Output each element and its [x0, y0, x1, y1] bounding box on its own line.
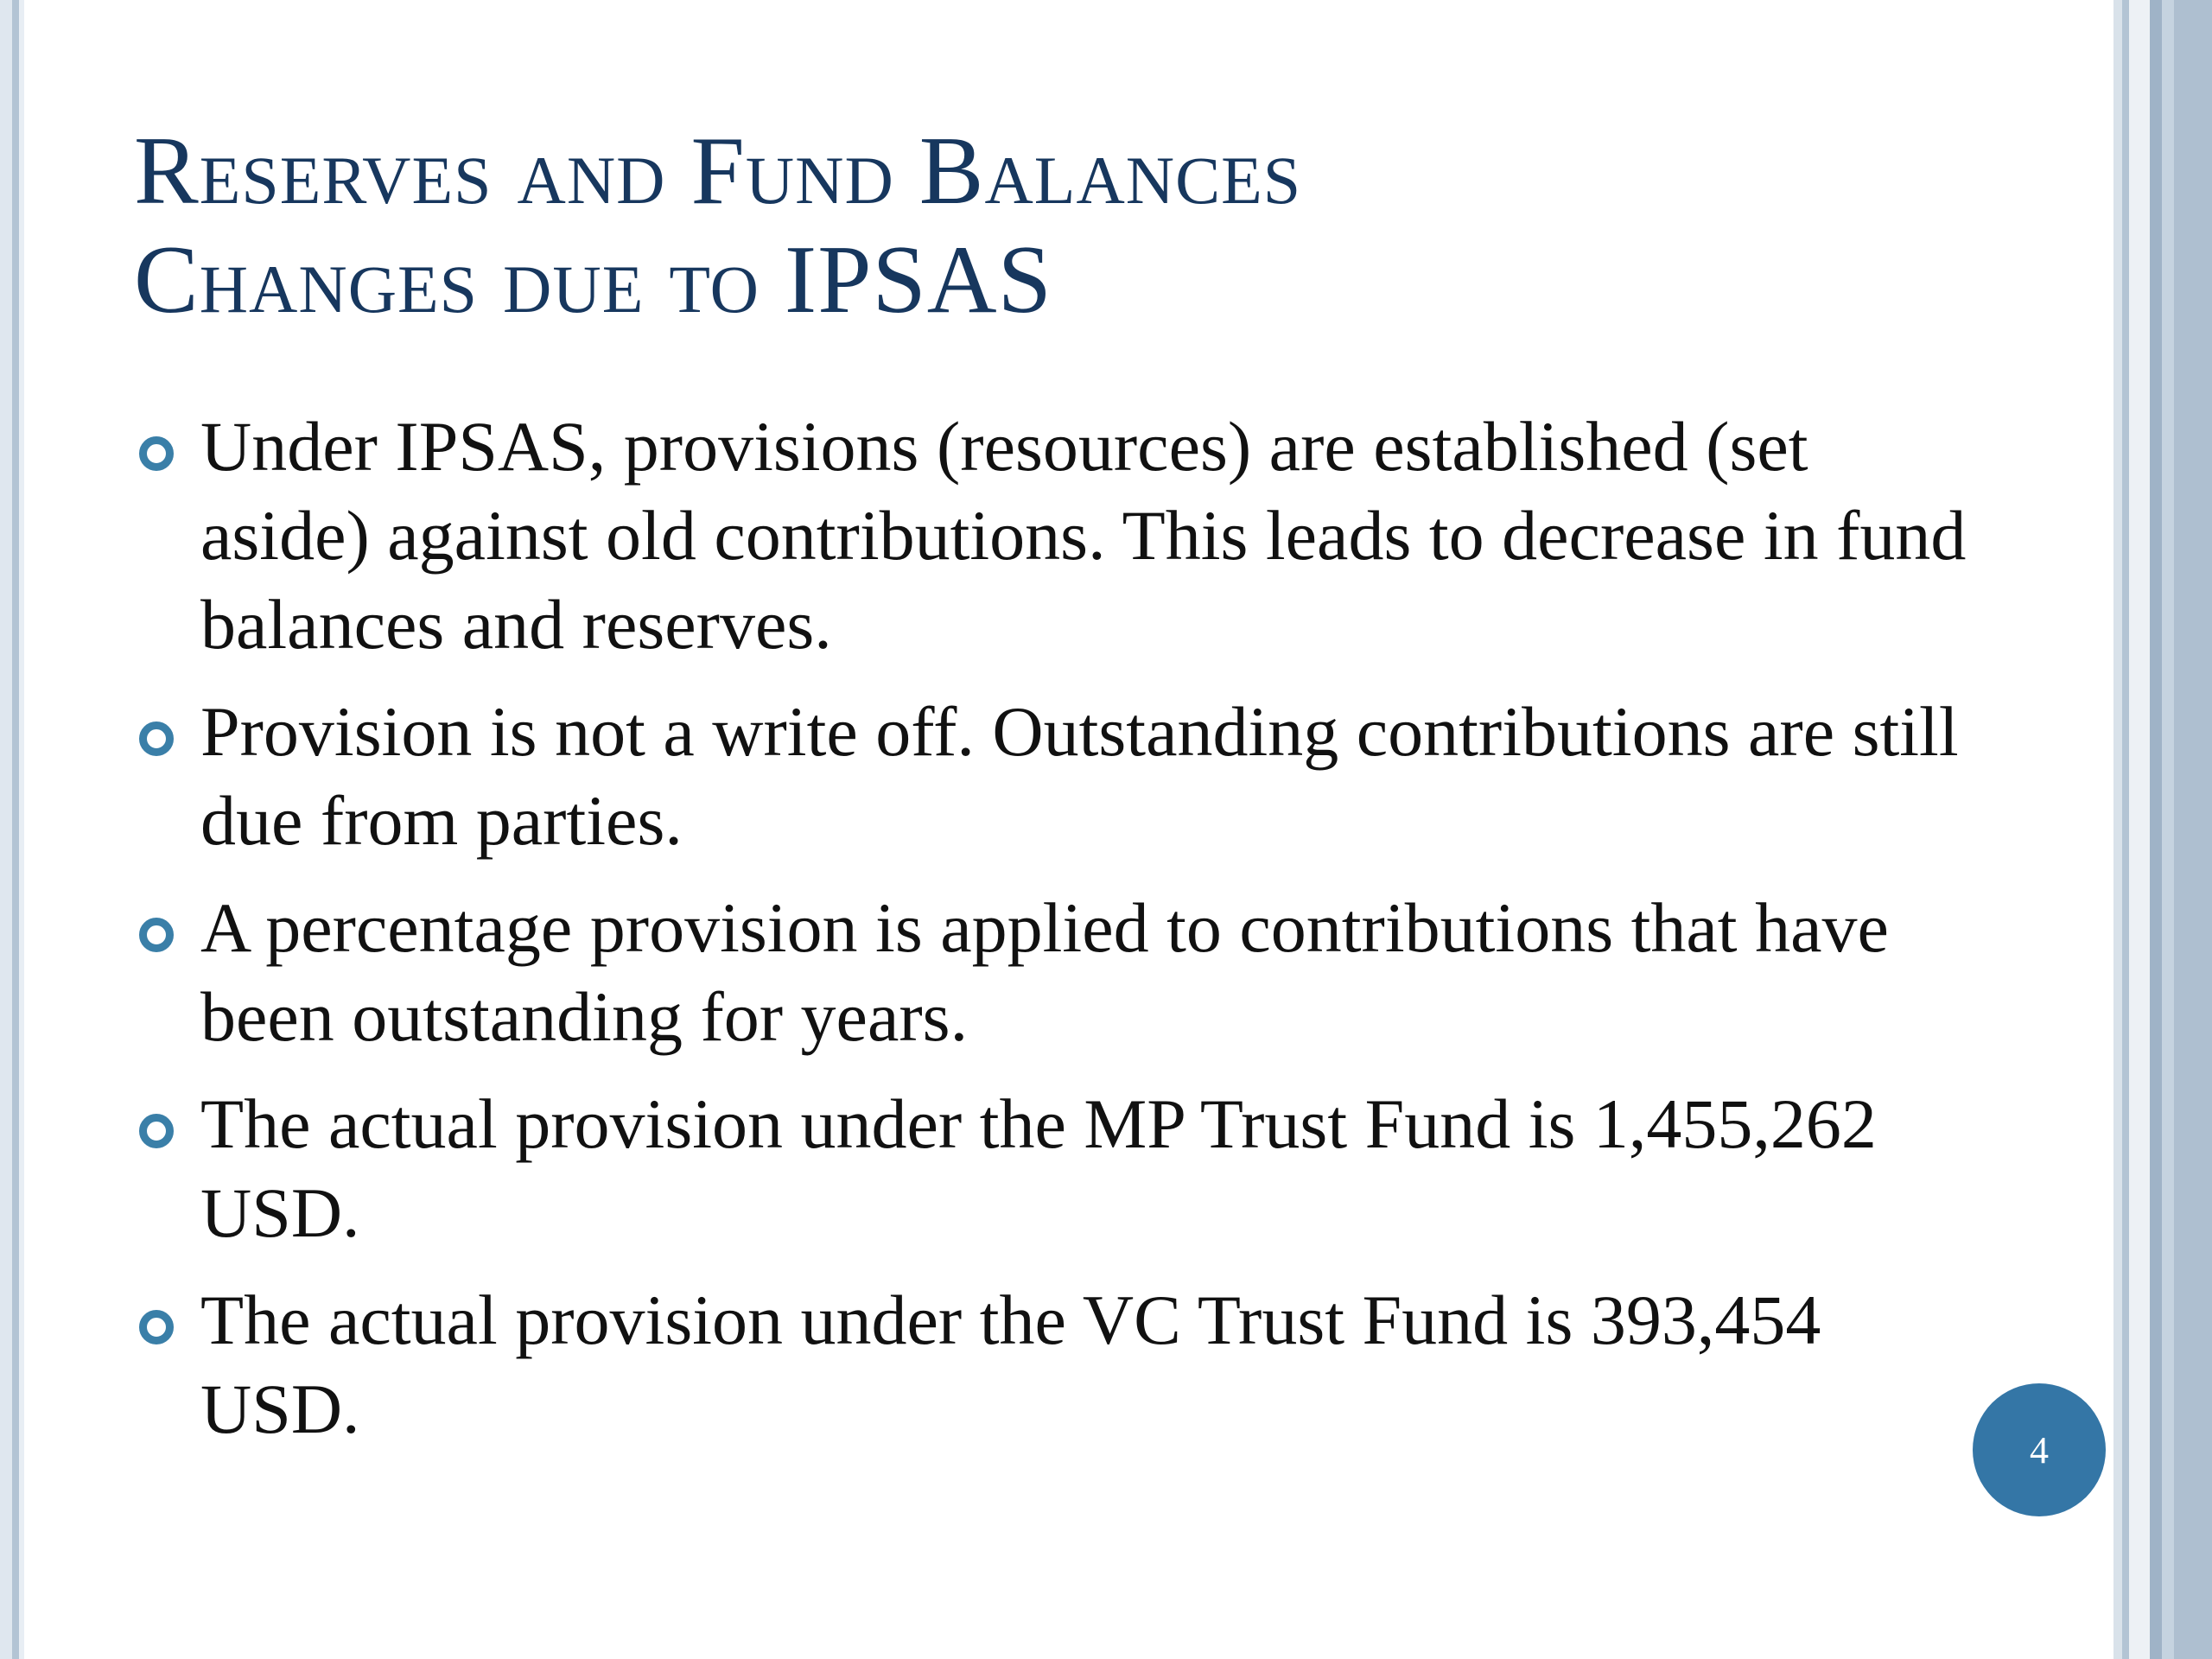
list-item	[134, 1079, 1983, 1257]
list-item	[134, 883, 1983, 1061]
page-number-badge	[1973, 1383, 2106, 1516]
right-border-decoration	[2113, 0, 2212, 1659]
circle-bullet-icon	[139, 918, 174, 952]
bullet-text: Provision is not a write off. Outstanding contributions are still due from parties.	[200, 692, 1959, 860]
circle-bullet-icon	[139, 721, 174, 756]
bullet-text: A percentage provision is applied to contributions that have been outstanding for years.	[200, 888, 1889, 1056]
bullet-text: The actual provision under the VC Trust Fund is 393,454 USD.	[200, 1281, 1821, 1448]
slide-title-line-1: Reserves and Fund Balances	[134, 118, 1302, 225]
circle-bullet-icon	[139, 436, 174, 471]
bullet-list	[134, 402, 1983, 1471]
list-item	[134, 687, 1983, 865]
bullet-text: Under IPSAS, provisions (resources) are established (set aside) against old contributions. This leads to decrease in fund balances and reserves.	[200, 407, 1967, 664]
list-item	[134, 402, 1983, 669]
circle-bullet-icon	[139, 1310, 174, 1344]
list-item	[134, 1275, 1983, 1453]
slide-title-line-2: Changes due to IPSAS	[134, 226, 1052, 334]
circle-bullet-icon	[139, 1114, 174, 1148]
slide-title	[134, 117, 2035, 334]
bullet-text: The actual provision under the MP Trust Fund is 1,455,262 USD.	[200, 1084, 1877, 1252]
page-number: 4	[2030, 1428, 2049, 1471]
left-border-decoration	[0, 0, 28, 1659]
